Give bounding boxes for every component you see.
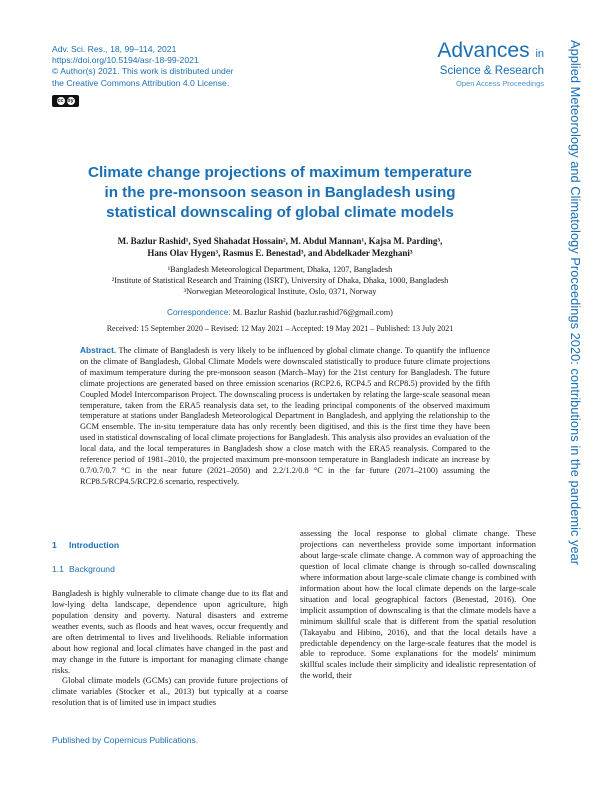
authors-line: Hans Olav Hygen³, Rasmus E. Benestad³, and Abdelkader Mezghani³ <box>147 247 413 258</box>
section-title: Introduction <box>69 540 120 550</box>
affiliation: ¹Bangladesh Meteorological Department, Dhaka, 1207, Bangladesh <box>167 265 393 274</box>
abstract-text: The climate of Bangladesh is very likely to be influenced by global climate change. To quantify the influence on the climate of Bangladesh, Global Climate Models were downscaled statistically to produce future climate projections of maximum temperature during the pre-monsoon season (March–May) for the 21st century for Bangladesh. The future climate projections are generated based on three emission scenarios (RCP2.6, RCP4.5 and RCP8.5) provided by the fifth Coupled Model Intercomparison Project. The downscaling process is undertaken by relating the large-scale seasonal mean temperature, taken from the ERA5 reanalysis data set, to the leading principal components of the observed maximum temperature at stations under Bangladesh Meteorological Department in Bangladesh, and applying the relationship to the GCM ensemble. The in-situ temperature data has only recently been digitised, and this is the first time they have been used in statistical downscaling of local climate projections for Bangladesh. This analysis also provides an evaluation of the local data, and the local temperatures in Bangladesh show a close match with the ERA5 reanalysis. Compared to the reference period of 1981–2010, the projected maximum pre-monsoon temperature in Bangladesh indicate an increase by 0.7/0.7/0.7 °C in the near future (2021–2050) and 2.2/1.2/0.8 °C in the far future (2071–2100) assuming the RCP8.5/RCP4.5/RCP2.6 scenario, respectively. <box>80 346 490 486</box>
cc-icon-left: cc <box>57 98 64 104</box>
section-heading <box>52 540 119 550</box>
title-line: Climate change projections of maximum temperature <box>87 164 472 181</box>
abstract <box>80 345 490 488</box>
publisher-footer: Published by Copernicus Publications. <box>52 735 199 745</box>
journal-name-in: in <box>535 48 544 60</box>
authors <box>60 236 500 259</box>
body-paragraph: Bangladesh is highly vulnerable to climate change due to its flat and low-lying delta landscape, dependence upon agriculture, high population density and poverty. Natural disasters and extreme weather events, such as floods and heat waves, occur frequently and are often detrimental to lives and livelihoods. Reliable information about how regional and local climates have changed in the past and may change in the future is important for managing climate change risks. <box>52 588 288 675</box>
paper-title <box>60 163 500 223</box>
citation-block <box>52 44 233 89</box>
subsection-title: Background <box>69 564 115 574</box>
journal-tagline: Open Access Proceedings <box>456 79 544 88</box>
copyright-line: © Author(s) 2021. This work is distributed under <box>52 66 234 77</box>
correspondence-value[interactable]: M. Bazlur Rashid (bazlur.rashid76@gmail.com) <box>232 308 393 317</box>
correspondence <box>60 307 500 317</box>
journal-name-big: Advances <box>437 39 530 62</box>
journal-name-sub: Science & Research <box>439 65 544 77</box>
affiliation: ³Norwegian Meteorological Institute, Oslo, 0371, Norway <box>183 286 377 296</box>
correspondence-label: Correspondence: <box>167 307 231 317</box>
cc-by-license-icon[interactable] <box>52 95 79 107</box>
body-paragraph: Global climate models (GCMs) can provide future projections of climate variables (Stocker et al., 2013) but typically at a coarse resolution that is of limited use in impact studies <box>52 675 288 707</box>
license-line[interactable]: the Creative Commons Attribution 4.0 License. <box>52 77 230 88</box>
body-paragraph-right: assessing the local response to global climate change. These projections can nevertheless provide some important information about large-scale climate change. A common way of approaching the question of local climate change is through so-called downscaling where information about large-scale climate change is combined with information about how the local climate depends on the large-scale situation and local geographical factors (Benestad, 2016). One implicit assumption of downscaling is that the climate models have a minimum skillful scale that is different from the spatial resolution (Takayabu and Hibino, 2016), and that the local details have a predictable dependency on the large-scale features that the model is able to reproduce. Some explanations for the models' minimum skillful scales include their simplicity and idealistic representation of the world, their <box>300 528 536 681</box>
journal-logo <box>437 40 544 90</box>
cc-icon-right: by <box>67 98 74 104</box>
title-line: in the pre-monsoon season in Bangladesh using <box>104 184 456 201</box>
subsection-heading <box>52 564 115 574</box>
publication-dates: Received: 15 September 2020 – Revised: 12 May 2021 – Accepted: 19 May 2021 – Published: 13 July 2021 <box>106 324 454 333</box>
title-line: statistical downscaling of global climate models <box>106 204 454 221</box>
section-number: 1 <box>52 540 57 550</box>
citation-line: Adv. Sci. Res., 18, 99–114, 2021 <box>52 44 177 54</box>
abstract-label: Abstract. <box>80 345 117 355</box>
affiliation: ²Institute of Statistical Research and Training (ISRT), University of Dhaka, Dhaka, 1000, Bangladesh <box>111 275 449 285</box>
doi-link[interactable]: https://doi.org/10.5194/asr-18-99-2021 <box>52 55 199 66</box>
side-title <box>565 40 585 600</box>
authors-line: M. Bazlur Rashid¹, Syed Shahadat Hossain², M. Abdul Mannan¹, Kajsa M. Parding³, <box>117 236 443 246</box>
side-title-text: Applied Meteorology and Climatology Proceedings 2020: contributions in the pandemic year <box>568 40 583 566</box>
subsection-number: 1.1 <box>52 564 64 574</box>
affiliations <box>60 265 500 297</box>
